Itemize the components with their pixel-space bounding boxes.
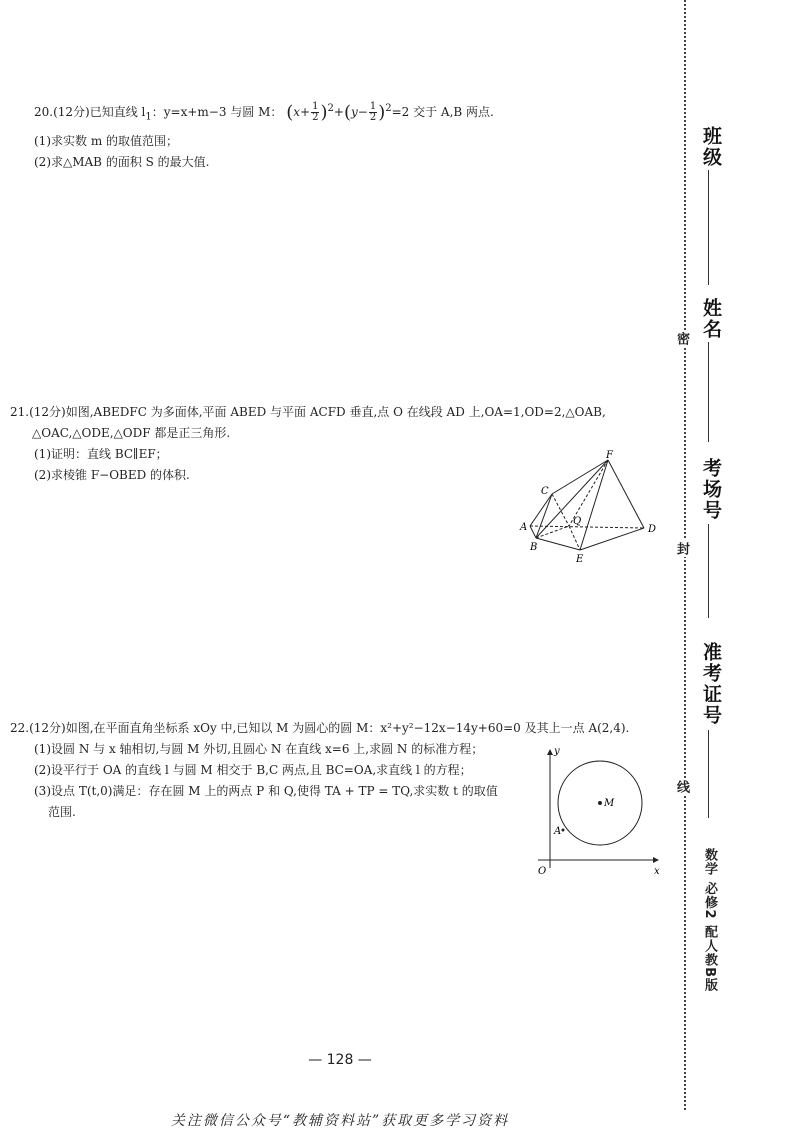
seal-char-xian: 线	[674, 780, 689, 793]
page-number: — 128 —	[308, 1052, 372, 1068]
problem-22-q3a: (3)设点 T(t,0)满足：存在圆 M 上的两点 P 和 Q,使得 TA + TP = TQ,求实数 t 的取值	[34, 784, 498, 798]
fraction-1-num: 1	[312, 101, 319, 112]
exam-id-label: 准考证号	[700, 642, 722, 726]
problem-20	[34, 98, 494, 173]
paren-right-1: )	[320, 102, 328, 123]
label-B: B	[530, 542, 538, 553]
label-C: C	[541, 486, 549, 497]
point-A	[562, 829, 565, 832]
problem-22-stem: 22.(12分)如图,在平面直角坐标系 xOy 中,已知以 M 为圆心的圆 M：x²+y²−12x−14y+60=0 及其上一点 A(2,4).	[10, 721, 630, 735]
var-x: x	[293, 105, 301, 119]
edge-BE	[536, 538, 580, 550]
label-y: y	[554, 746, 560, 757]
polyhedron-figure	[512, 448, 662, 566]
problem-20-q1: (1)求实数 m 的取值范围；	[34, 134, 179, 149]
var-y: y	[350, 105, 358, 119]
fraction-1-den: 2	[312, 112, 319, 123]
fraction-2-num: 1	[369, 101, 377, 112]
problem-20-eq-tail: =2 交于 A,B 两点.	[391, 105, 494, 119]
label-A: A	[554, 826, 562, 837]
edge-EF	[580, 460, 608, 550]
seal-char-mi: 密	[674, 332, 689, 345]
edge-CB	[536, 494, 552, 538]
label-x: x	[654, 866, 660, 877]
label-A: A	[520, 522, 528, 533]
square-1: 2	[327, 103, 334, 114]
fraction-2	[369, 102, 377, 123]
class-label: 班级	[700, 126, 722, 168]
paren-left-2: (	[343, 102, 351, 123]
problem-21-stem-1: 21.(12分)如图,ABEDFC 为多面体,平面 ABED 与平面 ACFD 垂直,点 O 在线段 AD 上,OA=1,OD=2,△OAB,	[10, 405, 606, 419]
name-field-line	[708, 342, 709, 442]
square-2: 2	[385, 103, 392, 114]
problem-20-subscript: 1	[145, 111, 152, 123]
class-field-line	[708, 170, 709, 285]
edge-FD	[608, 460, 644, 528]
subject-label: 数学 必修2 配人教B版	[702, 848, 717, 993]
problem-21-q2: (2)求棱锥 F−OBED 的体积.	[34, 468, 190, 482]
exam-room-label: 考场号	[700, 458, 722, 521]
edge-OE	[569, 526, 580, 550]
circle-figure	[528, 740, 668, 880]
seal-char-feng: 封	[674, 542, 689, 555]
exam-room-field-line	[708, 524, 709, 618]
label-D: D	[648, 524, 657, 535]
problem-21-q1: (1)证明：直线 BC∥EF；	[34, 447, 168, 461]
paren-right-2: )	[378, 102, 386, 123]
fraction-2-den: 2	[369, 112, 377, 123]
footer-note: 关注微信公众号“教辅资料站”获取更多学习资料	[170, 1113, 510, 1129]
center-M	[598, 801, 602, 805]
paren-left-1: (	[286, 102, 294, 123]
problem-20-stem: 20.(12分)已知直线 $l_1$：y=x+m−3 与圆 M： (x+ $\frac{1}{2}$ )$^2$+(y− $\frac{1}{2}$ )$^2$=2 交于 A,B 两点.	[34, 101, 494, 123]
label-F: F	[606, 450, 613, 461]
exam-id-field-line	[708, 730, 709, 818]
problem-21-stem-2: △OAC,△ODE,△ODF 都是正三角形.	[32, 426, 231, 440]
problem-20-q2: (2)求△MAB 的面积 S 的最大值.	[34, 155, 210, 170]
problem-22-q2: (2)设平行于 OA 的直线 l 与圆 M 相交于 B,C 两点,且 BC=OA,求直线 l 的方程；	[34, 763, 472, 777]
label-Q: Q	[573, 516, 582, 527]
problem-20-stem-b: ：y=x+m−3 与圆 M：	[151, 105, 283, 119]
problem-22-q1: (1)设圆 N 与 x 轴相切,与圆 M 外切,且圆心 N 在直线 x=6 上,求圆 N 的标准方程；	[34, 742, 484, 756]
problem-20-stem-a: 20.(12分)已知直线 l	[34, 105, 146, 119]
label-E: E	[576, 554, 584, 565]
edge-CF	[552, 460, 608, 494]
problem-22-q3b: 范围.	[48, 805, 76, 819]
name-label: 姓名	[700, 298, 722, 340]
label-O: O	[538, 866, 547, 877]
label-M: M	[604, 798, 615, 809]
edge-ED	[580, 528, 644, 550]
fraction-1	[311, 102, 319, 123]
edge-CO	[552, 494, 569, 526]
edge-AC	[530, 494, 552, 526]
edge-AB	[530, 526, 536, 538]
